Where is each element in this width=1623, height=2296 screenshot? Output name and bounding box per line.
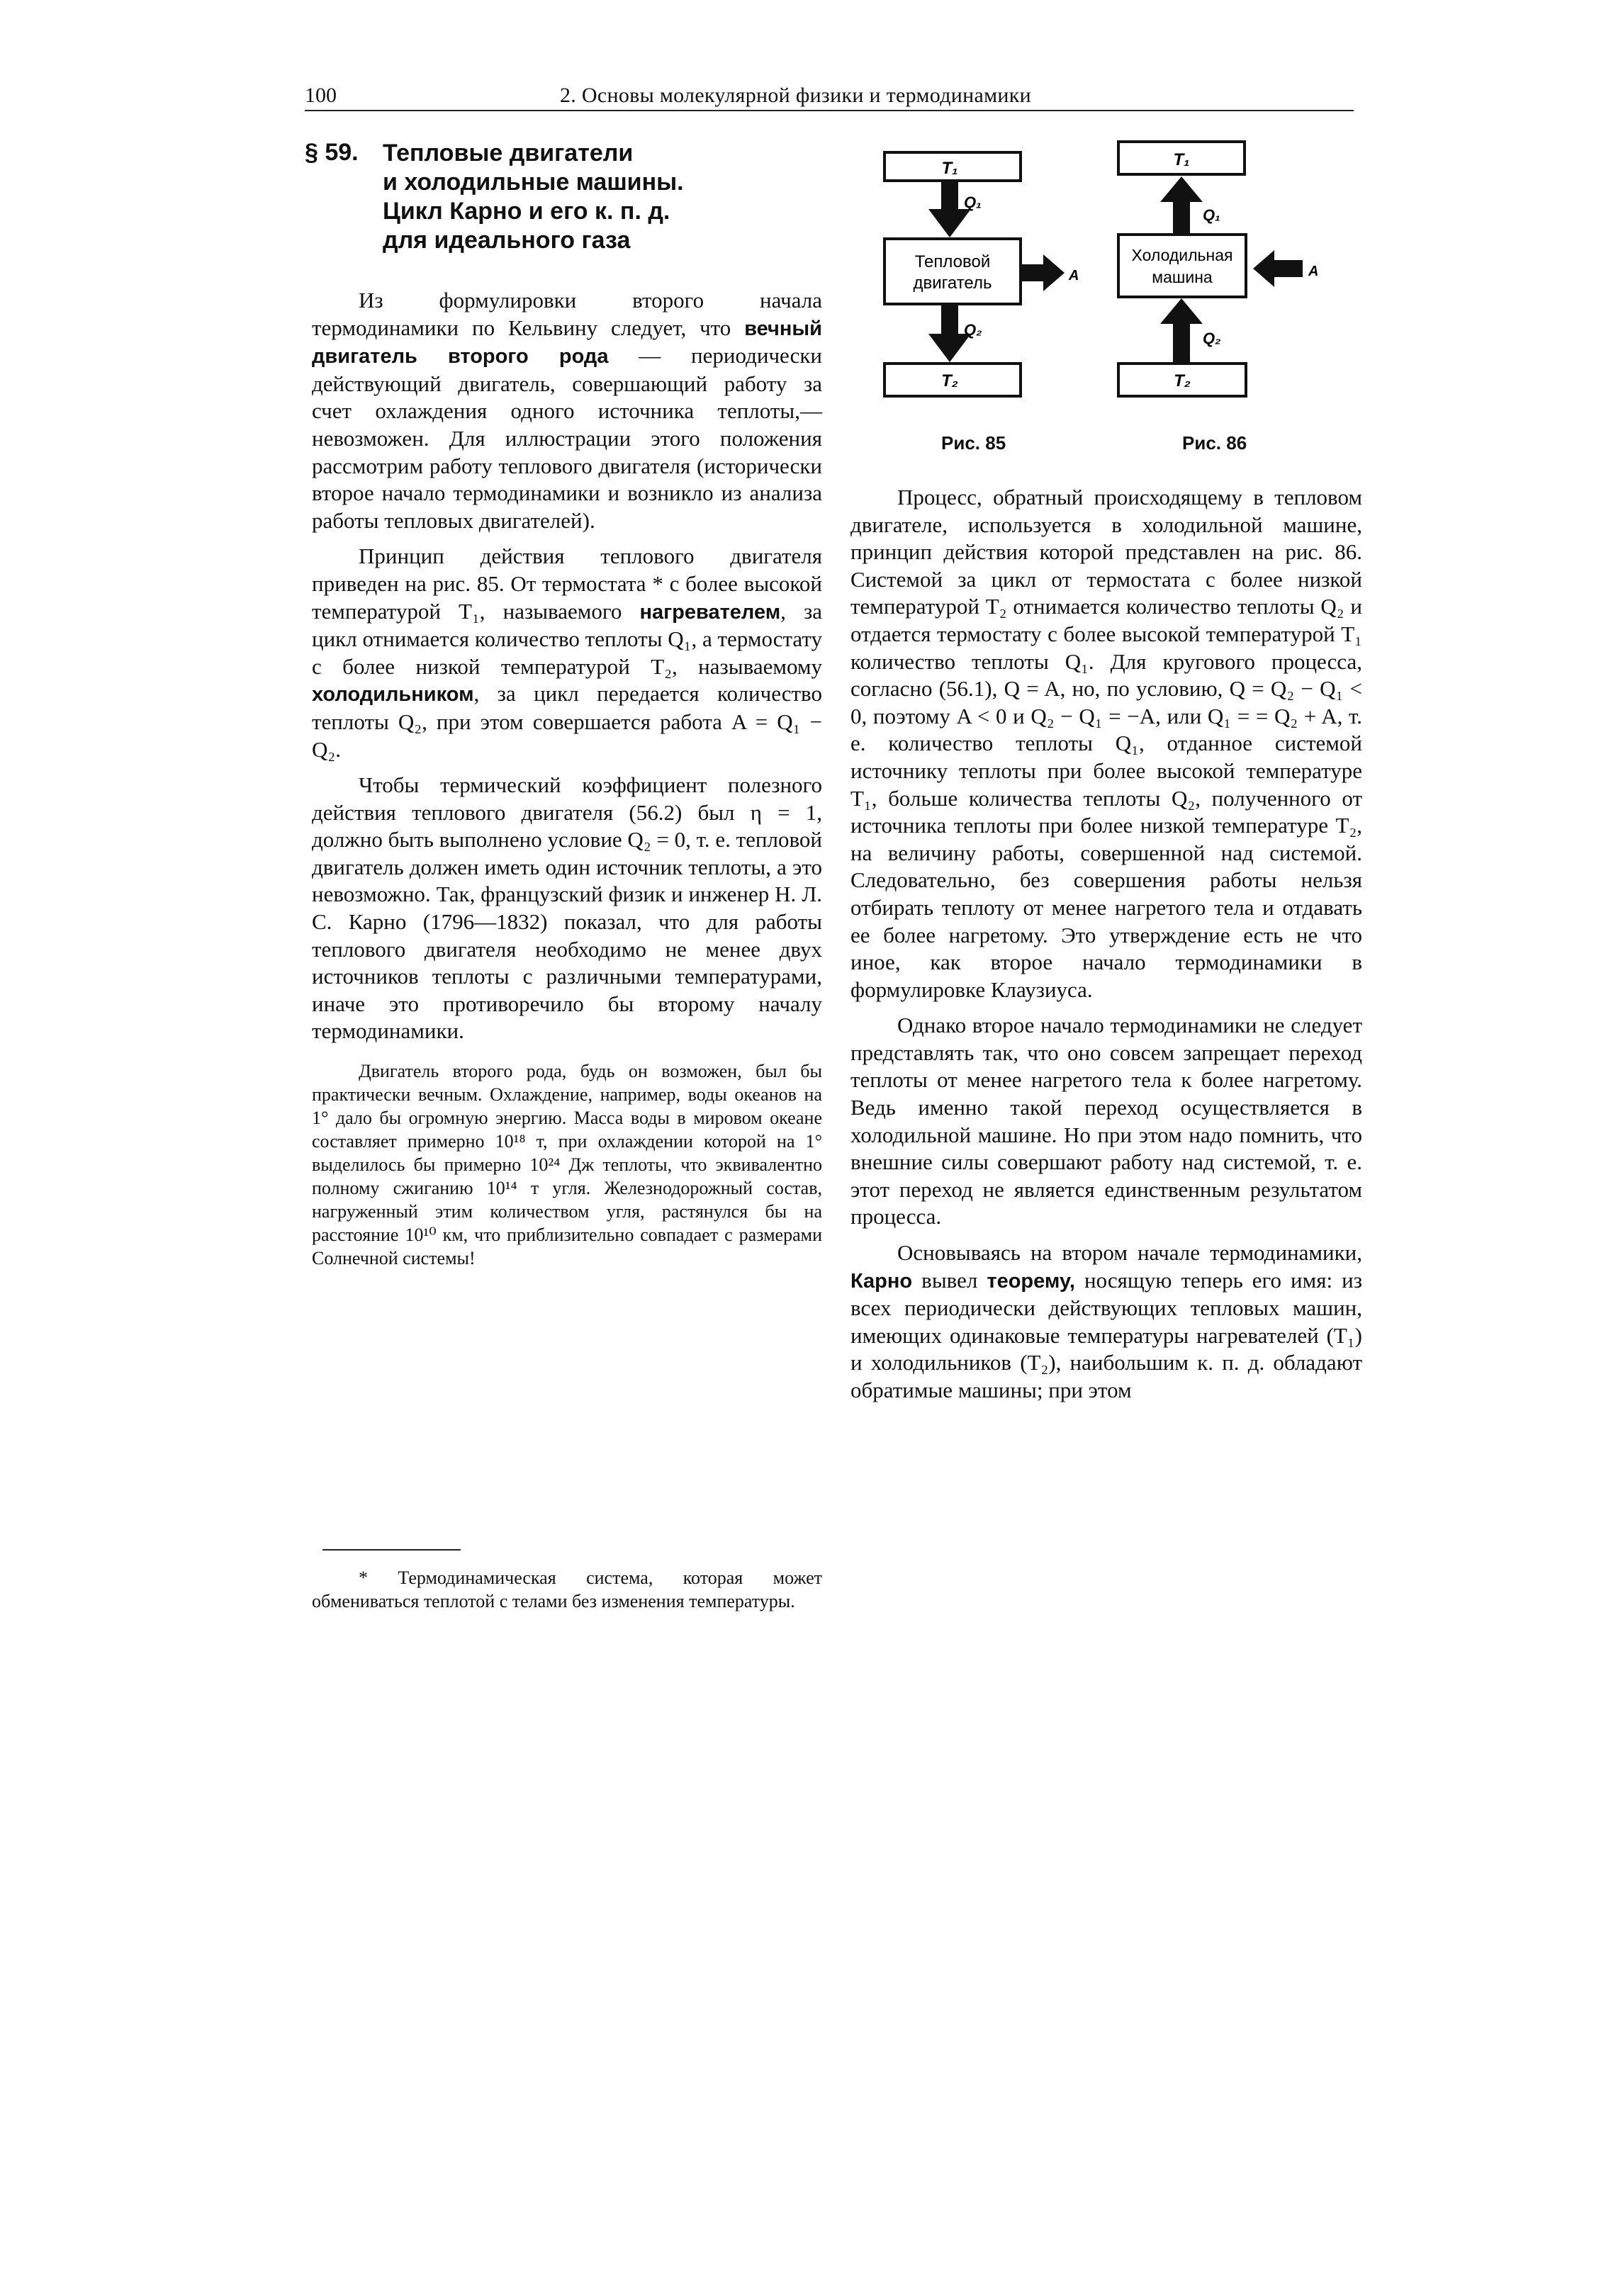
bold-term: холодильником bbox=[312, 683, 474, 707]
page-number: 100 bbox=[305, 84, 337, 107]
section-number: § 59. bbox=[305, 139, 359, 166]
refrigerator-box bbox=[1118, 235, 1246, 297]
text-run: Принцип действия теплового двигателя приведен на рис. 85. От термостата * с более высокой температурой T₁, называемого bbox=[312, 544, 822, 624]
bold-term: нагревателем bbox=[639, 600, 781, 624]
arrow-q2-up bbox=[1160, 298, 1203, 362]
arrow-q1-up bbox=[1160, 176, 1203, 233]
arrow-work-out bbox=[1021, 254, 1065, 291]
text-run: вывел bbox=[912, 1267, 987, 1293]
footnote-rule bbox=[322, 1549, 461, 1551]
text-run: — периодически действующий двигатель, совершающий работу за счет охлаждения одного источника теплоты,— невозможен. Для иллюстрации этого положения рассмотрим работу теплового двигателя (исторически второе начало термодинамики и возникло из анализа работы тепловых двигателей). bbox=[312, 343, 822, 533]
q2-label: Q₂ bbox=[1203, 330, 1221, 347]
engine-label-line1: Тепловой bbox=[914, 252, 991, 271]
figure-86-caption: Рис. 86 bbox=[1182, 432, 1247, 454]
heat-engine-diagram bbox=[843, 138, 1113, 422]
text-run: , за цикл отнимается количество теплоты Q₁, а термостату с более низкой температурой T₂, называемому bbox=[312, 598, 822, 679]
small-print-note: Двигатель второго рода, будь он возможен, был бы практически вечным. Охлаждение, например, воды океанов на 1° дало бы огромную энергию. Масса воды в мировом океане составляет примерно 10¹⁸ т, при охлаждении которой на 1° выделилось бы примерно 10²⁴ Дж теплоты, что эквивалентно полному сжиганию 10¹⁴ т угля. Железнодорожный состав, нагруженный этим количеством угля, растянулся бы на расстояние 10¹⁰ км, что приблизительно совпадает с размерами Солнечной системы! bbox=[312, 1061, 822, 1269]
work-label: A bbox=[1308, 264, 1319, 279]
work-label: A bbox=[1069, 268, 1079, 283]
refrigerator-label-line1: Холодильная bbox=[1131, 246, 1233, 264]
paragraph bbox=[312, 543, 822, 763]
bold-term: теорему, bbox=[987, 1269, 1075, 1293]
text-run: носящую теперь его имя: из всех периодически действующих тепловых машин, имеющих одинаковые температуры нагревателей (T₁) и холодильников (T₂), наибольшим к. п. д. обладают обратимые машины; при этом bbox=[850, 1267, 1362, 1402]
footnote: * Термодинамическая система, которая может обмениваться теплотой с телами без изменения температуры. bbox=[312, 1568, 822, 1611]
right-column bbox=[850, 484, 1362, 1413]
engine-label-line2: двигатель bbox=[913, 274, 992, 293]
figure-86-refrigerator bbox=[1106, 138, 1375, 422]
section-title-line: для идеального газа bbox=[383, 227, 631, 254]
q1-label: Q₁ bbox=[1203, 206, 1220, 224]
refrigerator-diagram bbox=[1106, 138, 1375, 422]
section-title-line: Тепловые двигатели bbox=[383, 140, 634, 167]
cooler-label: T₂ bbox=[941, 371, 958, 390]
text-run: Основываясь на втором начале термодинамики, bbox=[897, 1240, 1362, 1266]
heater-label: T₁ bbox=[941, 159, 958, 178]
section-title-line: Цикл Карно и его к. п. д. bbox=[383, 198, 670, 225]
figure-85-heat-engine bbox=[843, 138, 1113, 422]
paragraph: Процесс, обратный происходящему в тепловом двигателе, используется в холодильной машине, принцип действия которой представлен на рис. 86. Системой за цикл от термостата с более низкой температурой T₂ отнимается количество теплоты Q₂ и отдается термостату с более высокой температурой T₁ количество теплоты Q₁. Для кругового процесса, согласно (56.1), Q = A, но, по условию, Q = Q₂ − Q₁ < 0, поэтому A < 0 и Q₂ − Q₁ = −A, или Q₁ = = Q₂ + A, т. е. количество теплоты Q₁, отданное системой источнику теплоты при более высокой температуре T₁, больше количества теплоты Q₂, полученного от источника теплоты при более низкой температуре T₂, на величину работы, совершенной над системой. Следовательно, без совершения работы нельзя отбирать теплоту от менее нагретого тела и отдавать ее более нагретому. Это утверждение есть не что иное, как второе начало термодинамики в формулировке Клаузиуса. bbox=[850, 485, 1362, 1002]
q2-label: Q₂ bbox=[964, 321, 982, 339]
q1-label: Q₁ bbox=[964, 193, 982, 211]
section-title-line: и холодильные машины. bbox=[383, 169, 684, 196]
heater-label: T₁ bbox=[1173, 150, 1190, 169]
arrow-work-in bbox=[1253, 250, 1303, 287]
engine-box bbox=[884, 239, 1021, 304]
text-run: , за цикл передается количество теплоты Q₂, при этом совершается работа A = Q₁ − Q₂. bbox=[312, 681, 822, 762]
paragraph: Чтобы термический коэффициент полезного действия теплового двигателя (56.2) был η = 1, должно быть выполнено условие Q₂ = 0, т. е. тепловой двигатель должен иметь один источник теплоты, а это невозможно. Так, французский физик и инженер Н. Л. С. Карно (1796—1832) показал, что для работы теплового двигателя необходимо не менее двух источников теплоты с различными температурами, иначе это противоречило бы второму началу термодинамики. bbox=[312, 772, 822, 1044]
header-rule bbox=[305, 110, 1354, 111]
bold-term: вечный двигатель второго рода bbox=[312, 317, 822, 368]
paragraph bbox=[312, 287, 822, 534]
bold-term: Карно bbox=[850, 1269, 913, 1293]
text-run: Из формулировки второго начала термодинамики по Кельвину следует, что bbox=[312, 288, 822, 340]
section-title bbox=[383, 139, 780, 255]
figure-85-caption: Рис. 85 bbox=[941, 432, 1006, 454]
left-column bbox=[312, 287, 822, 1270]
refrigerator-label-line2: машина bbox=[1152, 268, 1213, 286]
cooler-label: T₂ bbox=[1174, 371, 1191, 390]
paragraph bbox=[850, 1239, 1362, 1405]
running-header: 2. Основы молекулярной физики и термодинамики bbox=[560, 84, 1031, 107]
paragraph: Однако второе начало термодинамики не следует представлять так, что оно совсем запрещает переход теплоты от менее нагретого тела к более нагретому. Ведь именно такой переход осуществляется в холодильной машине. Но при этом надо помнить, что внешние силы совершают работу над системой, т. е. этот переход не является единственным результатом процесса. bbox=[850, 1013, 1362, 1229]
